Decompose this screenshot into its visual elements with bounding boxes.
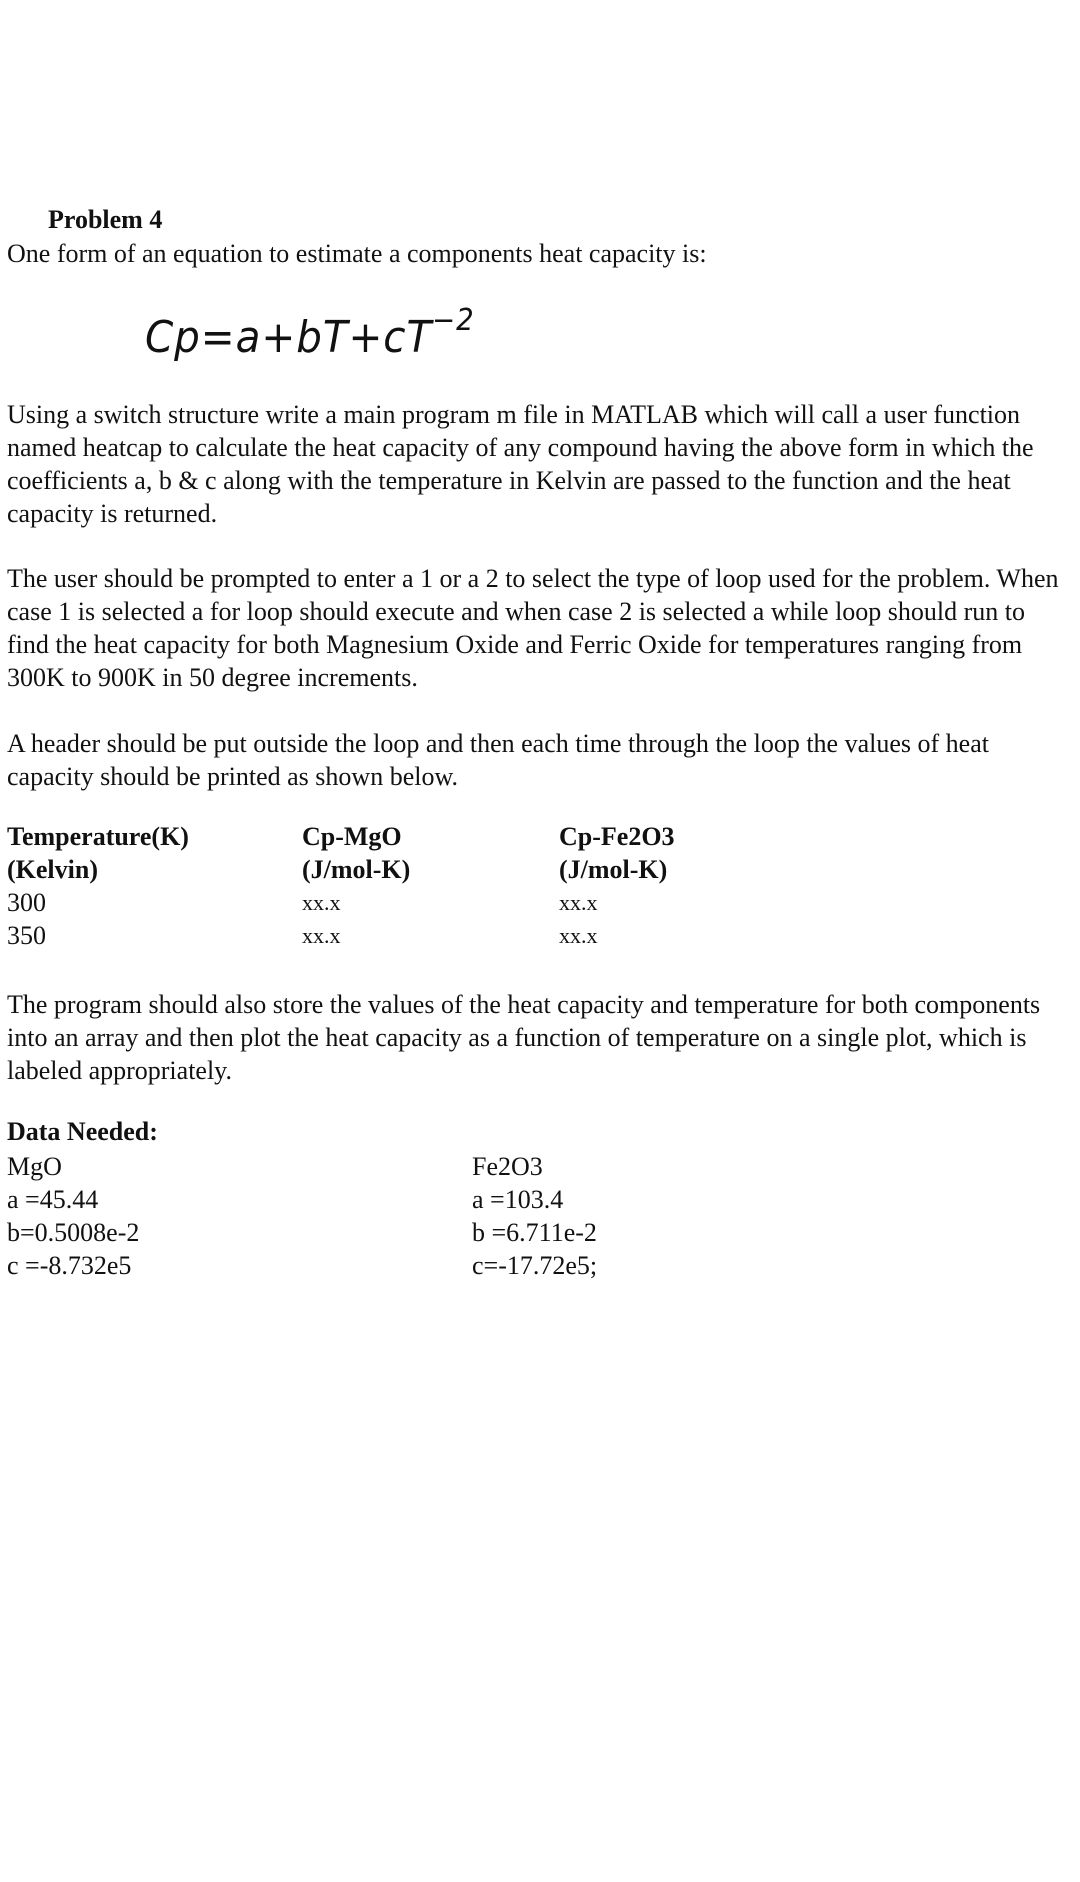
- fe2o3-name: Fe2O3: [472, 1152, 543, 1181]
- equation-main: Cp=a+bT+cT: [145, 312, 433, 363]
- mgo-coef-a: a =45.44: [7, 1185, 99, 1214]
- table-cell: 350: [7, 921, 46, 950]
- fe2o3-coef-b: b =6.711e-2: [472, 1218, 597, 1247]
- mgo-coef-c: c =-8.732e5: [7, 1251, 132, 1280]
- table-cell: 300: [7, 888, 46, 917]
- table-cell: xx.x: [559, 890, 598, 915]
- paragraph-instructions: Using a switch structure write a main program m file in MATLAB which will call a user function named heatcap to calculate the heat capacity of any compound having the above form in which the coefficients a, b & c along with the temperature in Kelvin are passed to the function and the heat capacity is returned.: [7, 400, 1034, 528]
- heat-capacity-equation: [145, 303, 475, 363]
- fe2o3-coef-c: c=-17.72e5;: [472, 1251, 598, 1280]
- table-header: Cp-MgO: [302, 822, 402, 851]
- equation-exponent: −2: [432, 303, 475, 338]
- table-column-cp-fe2o3: [559, 820, 675, 952]
- table-header: Temperature(K): [7, 822, 189, 851]
- table-cell: xx.x: [559, 923, 598, 948]
- data-needed-heading: Data Needed:: [7, 1117, 158, 1146]
- paragraph-header-output: A header should be put outside the loop and then each time through the loop the values of heat capacity should be printed as shown below.: [7, 729, 989, 791]
- mgo-name: MgO: [7, 1152, 62, 1181]
- table-cell: xx.x: [302, 923, 341, 948]
- output-format-table: [7, 820, 727, 960]
- paragraph-loop-selection: The user should be prompted to enter a 1 or a 2 to select the type of loop used for the problem. When case 1 is selected a for loop should execute and when case 2 is selected a while loop should run to find the heat capacity for both Magnesium Oxide and Ferric Oxide for temperatures ranging from 300K to 900K in 50 degree increments.: [7, 564, 1059, 692]
- table-header: Cp-Fe2O3: [559, 822, 675, 851]
- table-header: (J/mol-K): [302, 855, 411, 884]
- problem-title: Problem 4: [48, 205, 163, 234]
- table-header: (J/mol-K): [559, 855, 668, 884]
- table-header: (Kelvin): [7, 855, 98, 884]
- fe2o3-data: [472, 1150, 597, 1282]
- paragraph-plot: The program should also store the values of the heat capacity and temperature for both components into an array and then plot the heat capacity as a function of temperature on a single plot, which is labeled appropriately.: [7, 990, 1041, 1085]
- table-column-cp-mgo: [302, 820, 410, 952]
- intro-text: One form of an equation to estimate a components heat capacity is:: [7, 239, 707, 268]
- fe2o3-coef-a: a =103.4: [472, 1185, 564, 1214]
- mgo-coef-b: b=0.5008e-2: [7, 1218, 140, 1247]
- mgo-data: [7, 1150, 139, 1282]
- table-cell: xx.x: [302, 890, 341, 915]
- table-column-temperature: [7, 820, 189, 952]
